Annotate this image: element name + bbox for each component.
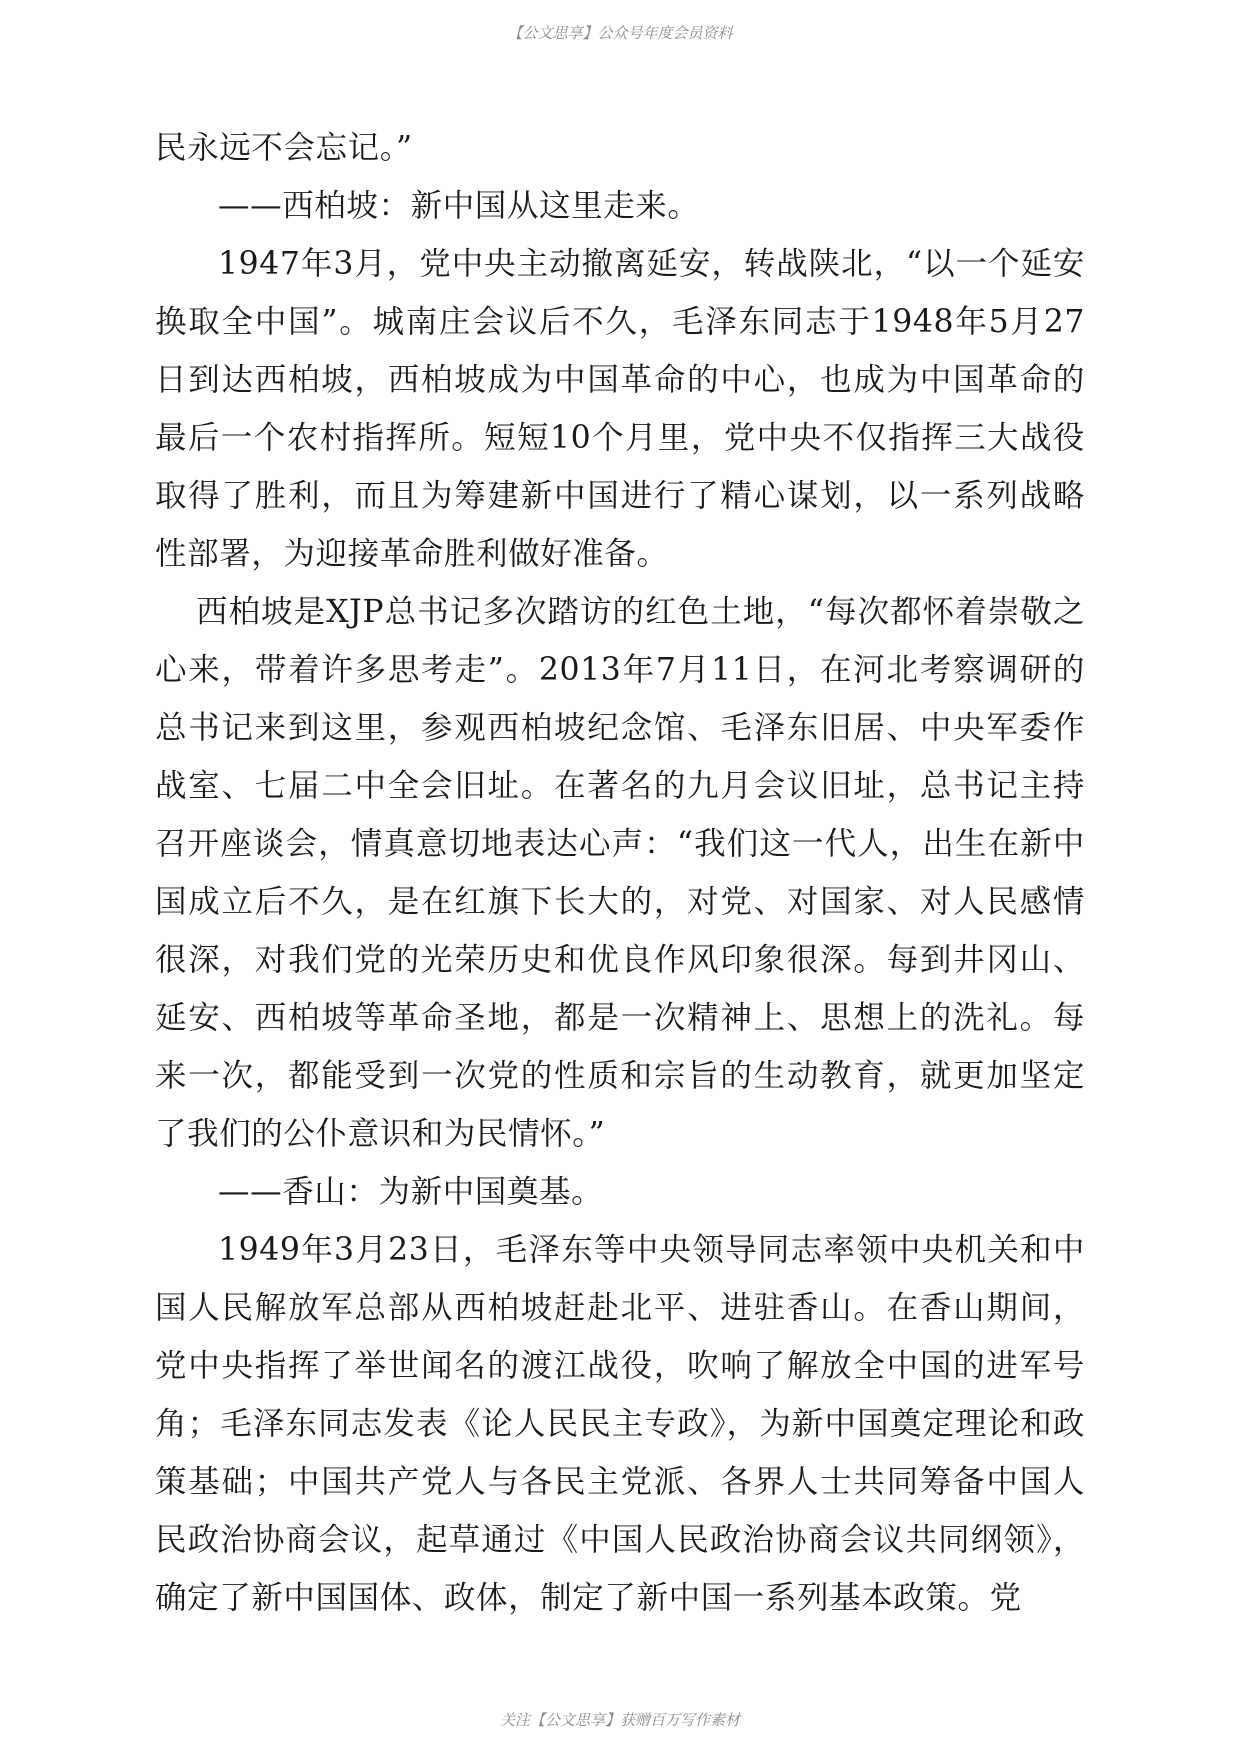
paragraph-1949: 1949年3月23日，毛泽东等中央领导同志率领中央机关和中国人民解放军总部从西柏坡赶赴北平、进驻香山。在香山期间，党中央指挥了举世闻名的渡江战役，吹响了解放全中国的进军号角；毛泽东同志发表《论人民民主专政》，为新中国奠定理论和政策基础；中国共产党人与各民主党派、各界人士共同筹备中国人民政治协商会议，起草通过《中国人民政治协商会议共同纲领》，确定了新中国国体、政体，制定了新中国一系列基本政策。党 xyxy=(155,1232,1085,1616)
document-body xyxy=(155,119,1085,1627)
paragraph-xibaipo-visit: 西柏坡是XJP总书记多次踏访的红色土地，“每次都怀着崇敬之心来，带着许多思考走”。2013年7月11日，在河北考察调研的总书记来到这里，参观西柏坡纪念馆、毛泽东旧居、中央军委作战室、七届二中全会旧址。在著名的九月会议旧址，总书记主持召开座谈会，情真意切地表达心声：“我们这一代人，出生在新中国成立后不久，是在红旗下长大的，对党、对国家、对人民感情很深，对我们党的光荣历史和优良作风印象很深。每到井冈山、延安、西柏坡等革命圣地，都是一次精神上、思想上的洗礼。每来一次，都能受到一次党的性质和宗旨的生动教育，就更加坚定了我们的公仆意识和为民情怀。” xyxy=(155,594,1085,1152)
page-footer: 关注【公文思享】获赠百万写作素材 xyxy=(499,1711,740,1729)
section-heading-xibaipo: ——西柏坡：新中国从这里走来。 xyxy=(218,188,700,224)
page-header: 【公文思享】公众号年度会员资料 xyxy=(507,24,733,42)
section-heading-xiangshan: ——香山：为新中国奠基。 xyxy=(218,1174,604,1210)
paragraph-continuation: 民永远不会忘记。” xyxy=(155,130,413,166)
paragraph-1947: 1947年3月，党中央主动撤离延安，转战陕北，“以一个延安换取全中国”。城南庄会议后不久，毛泽东同志于1948年5月27日到达西柏坡，西柏坡成为中国革命的中心，也成为中国革命的最后一个农村指挥所。短短10个月里，党中央不仅指挥三大战役取得了胜利，而且为筹建新中国进行了精心谋划，以一系列战略性部署，为迎接革命胜利做好准备。 xyxy=(155,246,1085,572)
